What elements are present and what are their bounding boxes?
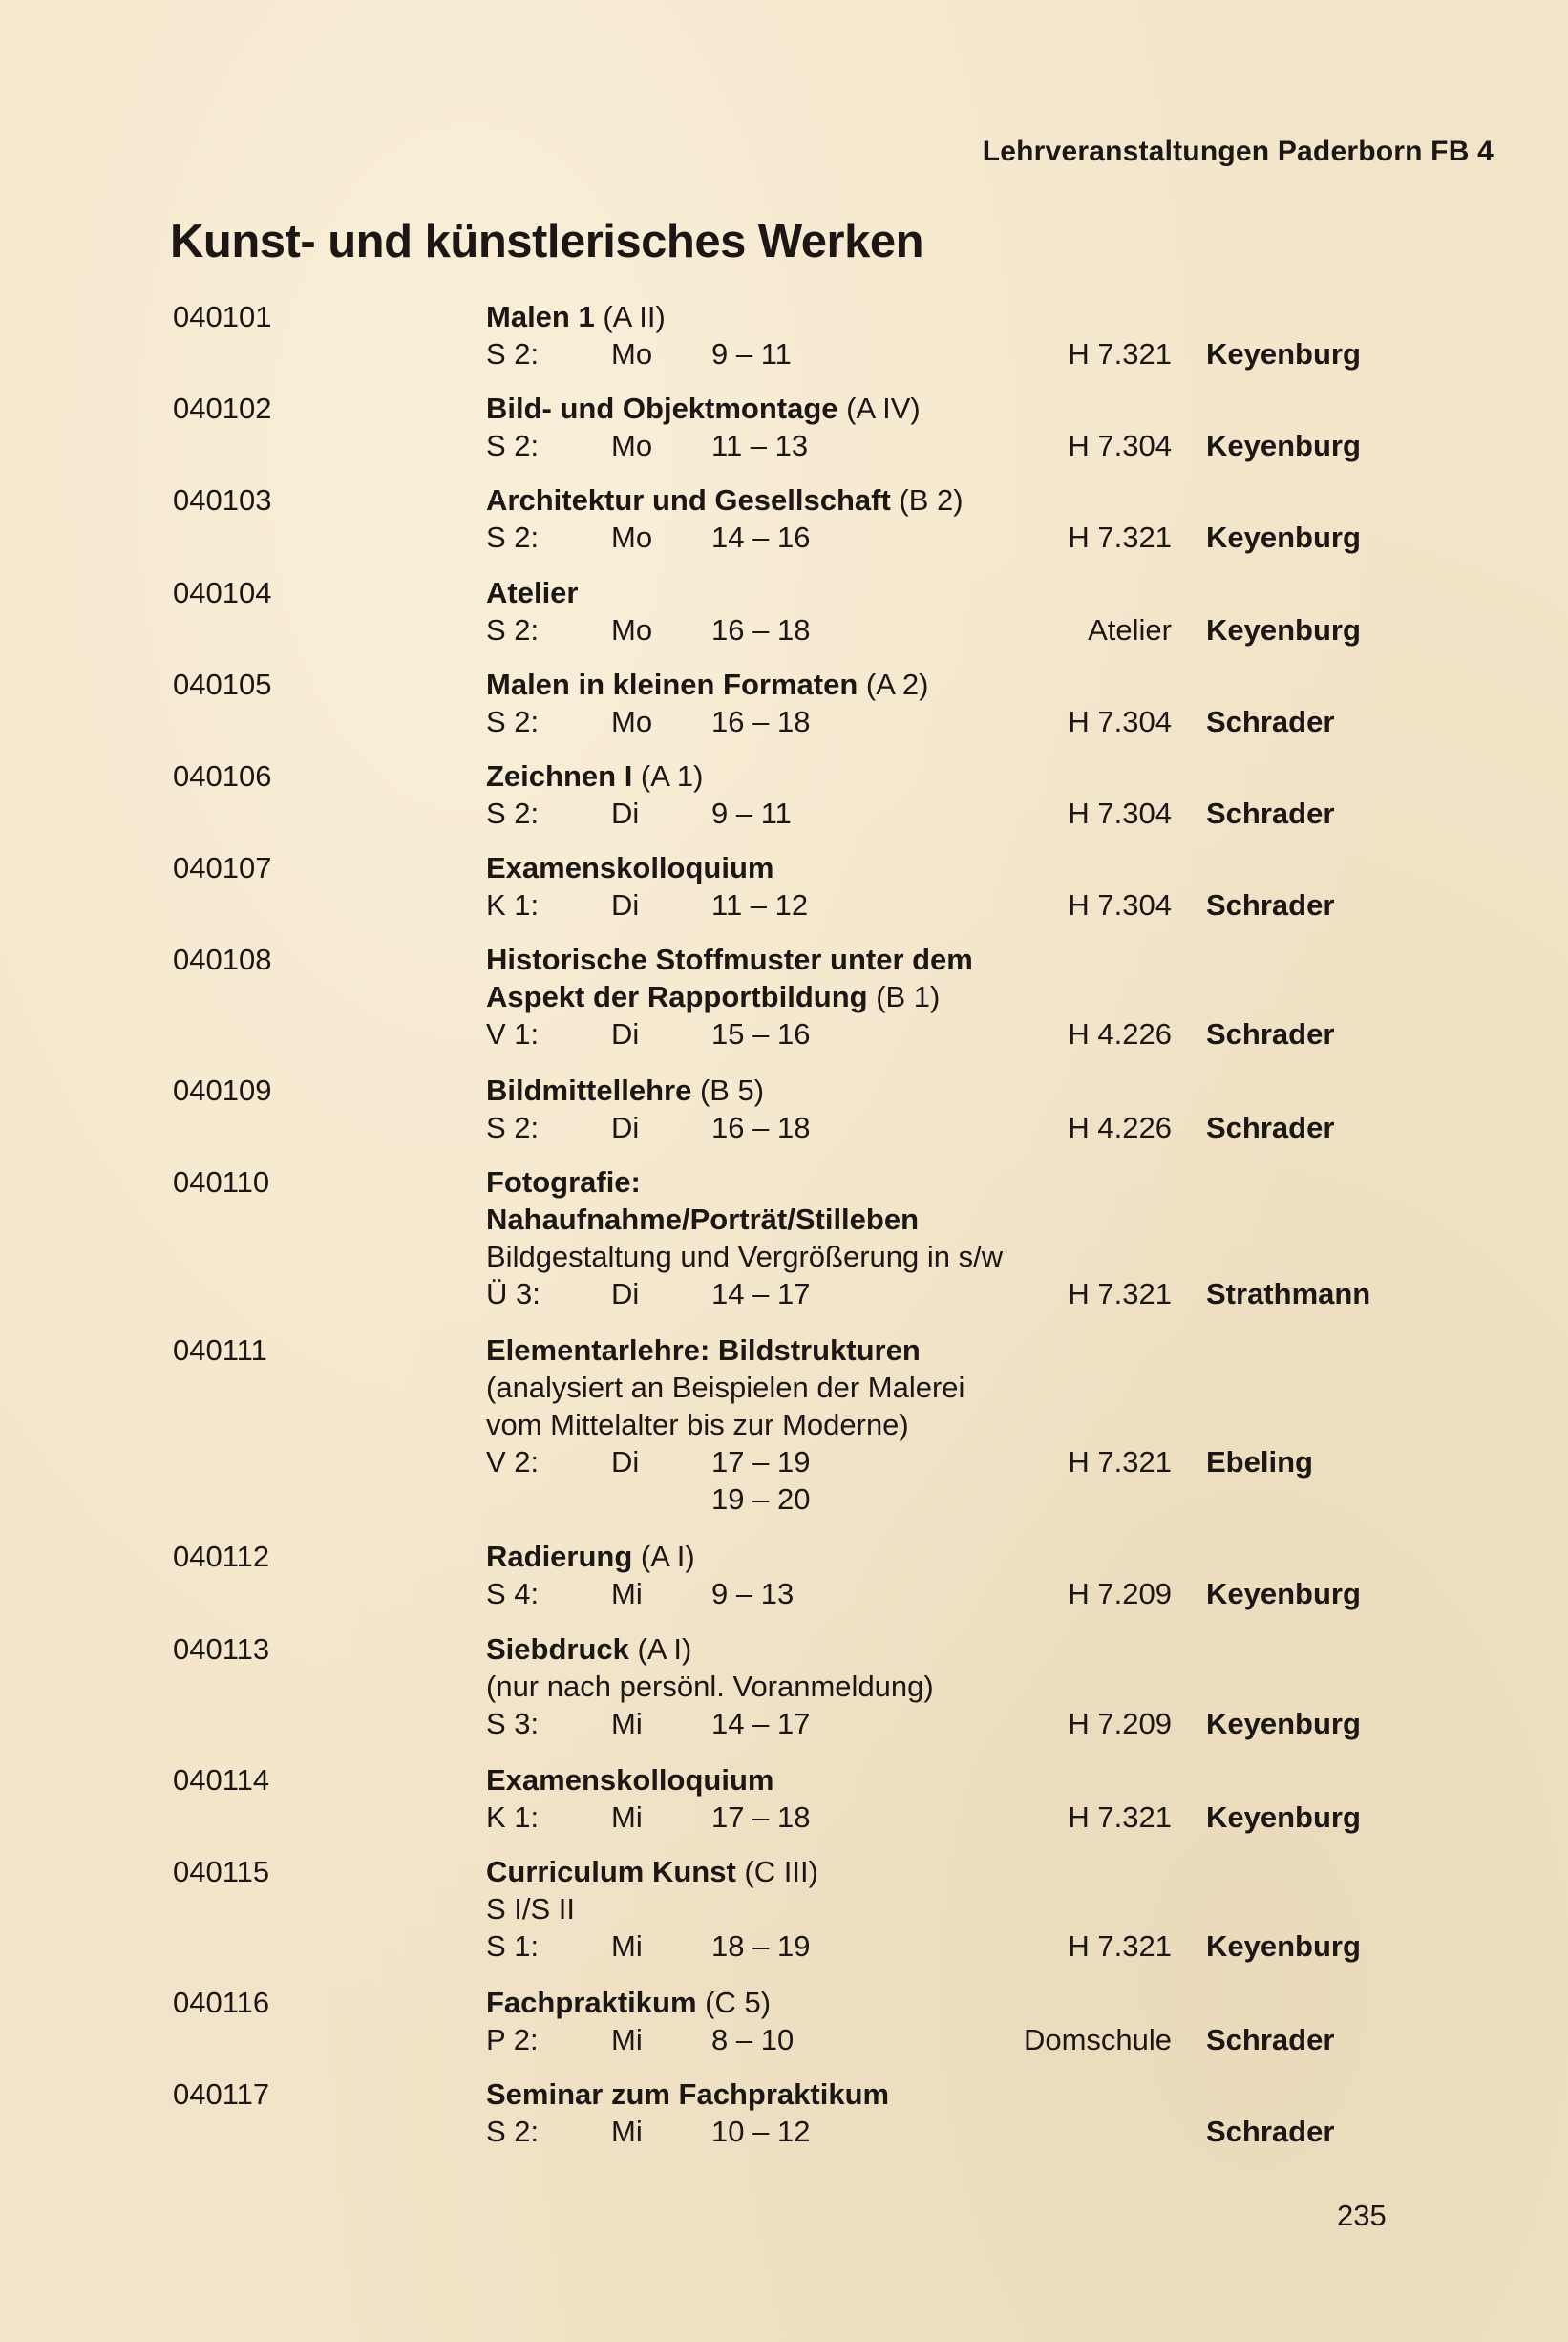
course-room: Domschule [1023,2023,1172,2056]
course-title-line3: vom Mittelalter bis zur Moderne) [486,1408,909,1441]
course-title-line2: (nur nach persönl. Voranmeldung) [486,1670,934,1703]
course-lecturer: Strathmann [1206,1277,1371,1310]
course-time: 8 – 10 [711,2023,795,2056]
course-room: H 7.304 [1068,705,1172,738]
course-room: H 7.321 [1068,337,1172,371]
course-title-line2: (analysiert an Beispielen der Malerei [486,1371,965,1404]
course-time: 9 – 11 [711,797,792,830]
course-time: 15 – 16 [711,1017,811,1051]
course-title: Examenskolloquium [486,1763,774,1797]
course-title: Zeichnen I (A 1) [486,759,704,793]
course-title: Bildmittellehre (B 5) [486,1074,765,1107]
page-header: Lehrveranstaltungen Paderborn FB 4 [982,136,1494,167]
course-type: S 3: [486,1707,540,1740]
course-lecturer: Schrader [1206,797,1335,830]
course-time: 16 – 18 [711,613,811,647]
course-day: Di [611,888,640,922]
course-number: 040114 [173,1763,270,1797]
course-lecturer: Keyenburg [1206,337,1361,371]
course-number: 040111 [173,1333,267,1367]
course-day: Mi [611,1577,643,1610]
course-number: 040117 [173,2077,270,2111]
course-time: 17 – 18 [711,1800,811,1834]
course-time: 16 – 18 [711,1111,811,1144]
course-day: Mo [611,337,653,371]
course-lecturer: Keyenburg [1206,429,1361,462]
course-day: Mo [611,705,653,738]
course-type: S 2: [486,705,540,738]
course-time: 18 – 19 [711,1929,811,1963]
course-type: K 1: [486,888,540,922]
course-room: H 7.209 [1068,1577,1172,1610]
course-type: S 1: [486,1929,540,1963]
course-room: H 7.209 [1068,1707,1172,1740]
course-number: 040112 [173,1540,270,1573]
course-time: 16 – 18 [711,705,811,738]
course-title: Malen in kleinen Formaten (A 2) [486,668,929,701]
course-number: 040116 [173,1986,270,2019]
course-number: 040104 [173,576,272,609]
course-title-line2: Nahaufnahme/Porträt/Stilleben [486,1203,920,1236]
course-time: 9 – 13 [711,1577,795,1610]
course-title-line2: S I/S II [486,1892,576,1926]
course-room: H 7.321 [1068,1800,1172,1834]
course-room: H 7.321 [1068,1929,1172,1963]
course-type: S 4: [486,1577,540,1610]
course-lecturer: Keyenburg [1206,1800,1361,1834]
course-title: Fotografie: [486,1165,641,1199]
course-lecturer: Ebeling [1206,1445,1313,1479]
course-number: 040107 [173,851,272,884]
page-number: 235 [1337,2199,1387,2232]
course-time: 9 – 11 [711,337,792,371]
course-lecturer: Keyenburg [1206,613,1361,647]
course-title: Examenskolloquium [486,851,774,884]
course-time: 14 – 17 [711,1277,811,1310]
course-lecturer: Keyenburg [1206,1929,1361,1963]
course-lecturer: Keyenburg [1206,1707,1361,1740]
section-title: Kunst- und künstlerisches Werken [170,216,924,267]
course-title: Architektur und Gesellschaft (B 2) [486,483,964,517]
course-number: 040115 [173,1855,270,1888]
course-lecturer: Schrader [1206,705,1335,738]
course-type: S 2: [486,613,540,647]
course-lecturer: Keyenburg [1206,1577,1361,1610]
course-lecturer: Schrader [1206,1017,1335,1051]
course-room: H 7.304 [1068,797,1172,830]
course-number: 040106 [173,759,272,793]
course-day: Di [611,1277,640,1310]
course-title: Curriculum Kunst (C III) [486,1855,818,1888]
course-type: S 2: [486,429,540,462]
course-type: S 2: [486,1111,540,1144]
course-lecturer: Schrader [1206,1111,1335,1144]
course-time-2: 19 – 20 [711,1482,811,1516]
course-day: Mi [611,1800,643,1834]
course-day: Mo [611,613,653,647]
course-number: 040102 [173,392,272,425]
course-room: H 7.304 [1068,888,1172,922]
course-type: K 1: [486,1800,540,1834]
course-title: Historische Stoffmuster unter dem [486,943,973,976]
course-room: H 7.321 [1068,521,1172,554]
course-day: Di [611,1111,640,1144]
course-title: Atelier [486,576,579,609]
course-lecturer: Schrader [1206,2023,1335,2056]
course-type: Ü 3: [486,1277,540,1310]
course-room [976,2113,1172,2151]
course-time: 10 – 12 [711,2115,811,2148]
course-day: Di [611,797,640,830]
course-title: Seminar zum Fachpraktikum [486,2077,890,2111]
course-day: Di [611,1017,640,1051]
course-type: V 2: [486,1445,540,1479]
course-lecturer: Schrader [1206,888,1335,922]
course-type: S 2: [486,337,540,371]
course-type: S 2: [486,797,540,830]
course-number: 040113 [173,1632,270,1666]
course-room: H 7.321 [1068,1445,1172,1479]
course-type: V 1: [486,1017,540,1051]
course-room: H 4.226 [1068,1017,1172,1051]
course-time: 17 – 19 [711,1445,811,1479]
course-day: Mi [611,2115,643,2148]
course-day: Mo [611,521,653,554]
course-lecturer: Schrader [1206,2115,1335,2148]
course-title: Malen 1 (A II) [486,300,666,333]
course-time: 14 – 16 [711,521,811,554]
course-time: 14 – 17 [711,1707,811,1740]
course-number: 040110 [173,1165,270,1199]
course-number: 040109 [173,1074,272,1107]
course-number: 040101 [173,300,272,333]
course-day: Mi [611,1929,643,1963]
course-type: P 2: [486,2023,539,2056]
course-title: Fachpraktikum (C 5) [486,1986,772,2019]
course-room: H 4.226 [1068,1111,1172,1144]
course-time: 11 – 12 [711,888,809,922]
course-room: H 7.304 [1068,429,1172,462]
course-title: Siebdruck (A I) [486,1632,692,1666]
course-day: Mi [611,2023,643,2056]
course-number: 040108 [173,943,272,976]
course-title: Radierung (A I) [486,1540,695,1573]
course-number: 040105 [173,668,272,701]
course-title-line2: Aspekt der Rapportbildung (B 1) [486,980,941,1013]
course-room: H 7.321 [1068,1277,1172,1310]
course-room: Atelier [1088,613,1172,647]
course-day: Mi [611,1707,643,1740]
course-number: 040103 [173,483,272,517]
course-title: Bild- und Objektmontage (A IV) [486,392,921,425]
course-title: Elementarlehre: Bildstrukturen [486,1333,921,1367]
course-lecturer: Keyenburg [1206,521,1361,554]
course-day: Di [611,1445,640,1479]
course-time: 11 – 13 [711,429,809,462]
course-type: S 2: [486,2115,540,2148]
course-day: Mo [611,429,653,462]
course-type: S 2: [486,521,540,554]
course-title-line3: Bildgestaltung und Vergrößerung in s/w [486,1240,1004,1273]
